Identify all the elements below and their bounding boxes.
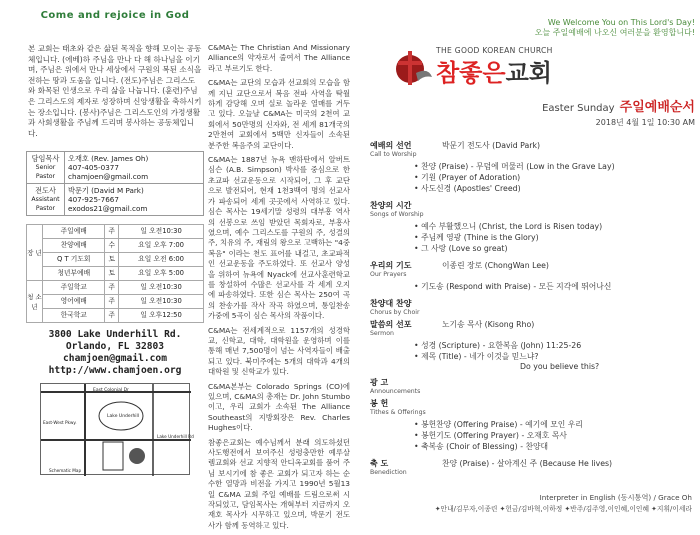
schedule-group: 장 년 <box>27 225 43 281</box>
service-title: Easter Sunday 주일예배순서 <box>542 100 695 115</box>
order-item: • 제목 (Title) - 네가 이것을 믿느냐? <box>414 352 539 361</box>
email-link[interactable]: chamjoen@gmail.com <box>63 353 167 365</box>
order-section: 축 도 찬양 (Praise) - 살아계신 주 (Because He lives) <box>370 459 613 468</box>
order-item: • 그 사랑 (Love so great) <box>414 244 508 253</box>
right-column <box>370 18 695 479</box>
order-section: 말씀의 선포 노기송 목사 (Kisong Rho) <box>370 320 535 329</box>
cma-paragraph: C&MA는 전세계적으로 1157개의 성경학교, 신학교, 대학, 대학원을 운영하며 이를 통해 매년 7,500명이 넘는 사역자들이 배출되고 있다. 북미주에는 5개의 대학과 4개의 대학원 및 신학교가 있다. <box>208 325 350 377</box>
location-map <box>40 383 194 475</box>
order-item: • 축복송 (Choir of Blessing) - 찬양대 <box>414 442 549 451</box>
order-section: 우리의 기도 이종린 장로 (ChongWan Lee) <box>370 261 549 270</box>
staff-row-assistant <box>27 184 204 216</box>
left-column <box>26 10 204 475</box>
order-section: 봉 헌 <box>370 399 389 408</box>
staff-table <box>26 151 204 216</box>
order-item: • 예수 부활했으니 (Christ, the Lord is Risen today) <box>414 222 603 231</box>
staff-contact: 박문기 (David M Park) 407-925-7667 exodos21@gmail.com <box>65 184 204 216</box>
interpreter-note: Interpreter in English (동시통역) / Grace Oh <box>539 493 692 502</box>
schedule-row: 청년부예배 토 요일 오후 5:00 <box>27 267 204 281</box>
schedule-row: 찬양예배 수 요일 오후 7:00 <box>27 239 204 253</box>
church-name-en: THE GOOD KOREAN CHURCH <box>436 46 553 55</box>
map-label: Schematic Map <box>49 468 82 474</box>
schedule-table <box>26 224 204 323</box>
sermon-subtitle: Do you believe this? <box>520 362 600 371</box>
staff-contact: 오재호 (Rev. James Oh) 407-405-0377 chamjoen@gmail.com <box>65 152 204 184</box>
cma-paragraph: 참좋은교회는 예수님께서 분래 의도하셨던 사도행전에서 보여주신 성령충만한 예루살렘교회와 선교 지향적 안디옥교회를 품어 주님 보시기에 참 좋은 교회가 되고자 하는 순수한 열망과 비전을 가지고 1990년 5월13일 C&MA 교회 주일 예배를 드림으로써 시작되었고, 담임목사는 개혁부터 지금까지 오재호 목사가 시무하고 있으며, 박문기 전도사가 함께 동역하고 있다. <box>208 437 350 530</box>
schedule-row: Q T 기도회 토 요일 오전 6:00 <box>27 253 204 267</box>
order-section: 찬양의 시간 <box>370 201 412 210</box>
church-logo-icon <box>388 47 436 87</box>
welcome-message: We Welcome You on This Lord's Day! 오늘 주일예배에 나오신 여러분을 환영합니다! <box>534 18 695 37</box>
order-section: 찬양대 찬양 <box>370 299 412 308</box>
map-drawing <box>41 384 194 476</box>
banner-title: Come and rejoice in God <box>40 10 190 21</box>
church-logo <box>388 46 695 88</box>
cma-paragraph: C&MA는 1887년 뉴욕 맨하탄에서 알버트 심슨 (A.B. Simpson) 박사를 중심으로 한 초교파 선교운동으로 시작되어, 그 후 교단으로 발전되어, 현재 1천3백여 명의 선교사가 파송되어 세계 곳곳에서 사역하고 있다. 심슨 목사는 19세기말 성령의 대부흥 역사의 선봉으로 쓰임 받았던 목회자로, 부흥사였으며, 예수 그리스도를 구원의 주, 성결의 주, 치유의 주, 재림의 왕으로 고백하는 "4중 복음" 이라는 천도 표어를 내걸고, 초교파적인 선교운동을 주도하였다. 또 선교사 양성을 위하여 뉴욕에 Nyack에 선교사훈련학교를 창설하여 수많은 선교사를 각 세계 오지에 파송하였다. 또한 심슨 목사는 250여 곡의 찬송가를 작사 작곡 하였으며, 통일찬송가중에 5곡이 심슨 목사의 작품이다. <box>208 155 350 321</box>
cma-description <box>208 43 350 535</box>
staff-row-senior <box>27 152 204 184</box>
church-name-ko: 참좋은교회 <box>436 59 552 87</box>
order-item: • 기원 (Prayer of Adoration) <box>414 173 521 182</box>
service-date: 2018년 4월 1일 10:30 AM <box>595 118 695 127</box>
order-item: • 봉헌찬양 (Offering Praise) - 예기에 모인 우리 <box>414 420 583 429</box>
order-item: • 사도신경 (Apostles' Creed) <box>414 184 521 193</box>
schedule-row: 영어예배 주 일 오전10:30 <box>27 295 204 309</box>
church-address: 3800 Lake Underhill Rd. Orlando, FL 32803 chamjoen@gmail.com http://www.chamjoen.org <box>26 329 204 377</box>
schedule-group: 청 소 년 <box>27 281 43 323</box>
service-volunteers: ✦안내/김무자,이종린 ✦헌금/김바혁,이하정 ✦반주/김주영,이인혜,이인혜 ✦지휘/이세라 <box>434 505 692 513</box>
order-item: • 찬양 (Praise) - 무덤에 머물러 (Low in the Grave Lay) <box>414 162 615 171</box>
church-intro: 본 교회는 태초와 같은 삶된 목적을 향해 모이는 공동체입니다. (에베)하 주님을 만나 다 해 하나님을 이기며, 주님은 위에서 만나 세상에서 구원의 복된 소식을 전하는 땅과 도움을 입니다. (전도)주님은 그리스도와 화목된 인생으로 우리 삶을 나눕니다. (훈련)주님은 그리스도의 제자로 성장하며 신앙생활을 축하시키는 장소입니다. (봉사)주님은 그리스도인의 가정생활과 사회생활을 주님께 드리며 봉사하는 공동체입니다. <box>28 44 202 138</box>
website-link[interactable]: http://www.chamjoen.org <box>48 365 182 377</box>
schedule-row: 한국학교 주 일 오후12:50 <box>27 309 204 323</box>
cma-paragraph: C&MA는 The Christian And Missionary Alliance의 약자로서 줄여서 The Alliance라고 부르기도 한다. <box>208 43 350 73</box>
order-item: • 기도송 (Respond with Praise) - 모든 지각에 뛰어나신 <box>414 282 612 291</box>
cma-paragraph: C&MA본부는 Colorado Springs (CO)에 있으며, C&MA의 총재는 Dr. John Stumbo이고, 우리 교회가 소속된 The Alliance Southeast의 지방회장은 Rev. Charles Hughes이다. <box>208 381 350 433</box>
staff-role: 담임목사 Senior Pastor <box>27 152 65 184</box>
schedule-row: 장 년 주일예배 주 일 오전10:30 <box>27 225 204 239</box>
staff-role: 전도사 Assistant Pastor <box>27 184 65 216</box>
order-section: 예배의 선언 박문기 전도사 (David Park) <box>370 141 541 150</box>
order-section: 광 고 <box>370 378 389 387</box>
order-of-service: 예배의 선언 박문기 전도사 (David Park) Call to Worship • 찬양 (Praise) - 무덤에 머물러 (Low in the Grave Lay) • 기원 (Prayer of Adoration) • 사도신경 (Apostles' Creed) 찬양의 시간 Songs of Worship • 예수 부활했으니 (Christ, the Lord is Risen today) • 주님께 영광 (Thine is the Glory) • 그 사랑 (Love so great) 우리의 기도 이종린 장로 (ChongWan Lee) Our Prayers • 기도송 (Respond with Praise) - 모든 지각에 뛰어나신 찬양대 찬양 Chorus by Choir 말씀의 선포 노기송 목사 (Kisong Rho) Sermon • 성경 (Scripture) - 요한복음 (John) 11:25-26 • 제목 (Title) - 네가 이것을 믿느냐? Do you believe this? 광 고 Announcements 봉 헌 Tithes & Offerings • 봉헌찬양 (Offering Praise) - 예기에 모인 우리 • 봉헌기도 (Offering Prayer) - 오재호 목사 • 축복송 (Choir of Blessing) - 찬양대 축 도 찬양 (Praise) - 살아계신 주 (Because He lives) Benediction <box>370 140 695 476</box>
map-label: Lake Underhill <box>107 414 140 420</box>
order-item: • 봉헌기도 (Offering Prayer) - 오재호 목사 <box>414 431 567 440</box>
cma-paragraph: C&MA는 교단의 모습과 선교회의 모습을 함께 지닌 교단으로서 복음 전파 사역을 탁월하게 감당해 오며 실로 놀라운 열매를 거두고 있다. 오늘날 C&MA는 미국의 2천여 교회에서 50만명의 신자와, 전 세계 81개국의 2만천여 교회에서 5백만 신자들이 소속된 분주한 복음주의 교단이다. <box>208 78 350 150</box>
order-item: • 주님께 영광 (Thine is the Glory) <box>414 233 539 242</box>
map-label: Lake Underhill Rd <box>157 434 194 440</box>
map-label: East-West Pkwy. <box>43 420 77 426</box>
map-label: East Colonial Dr <box>93 388 129 394</box>
order-item: • 성경 (Scripture) - 요한복음 (John) 11:25-26 <box>414 341 582 350</box>
schedule-row: 청 소 년 주일학교 주 일 오전10:30 <box>27 281 204 295</box>
